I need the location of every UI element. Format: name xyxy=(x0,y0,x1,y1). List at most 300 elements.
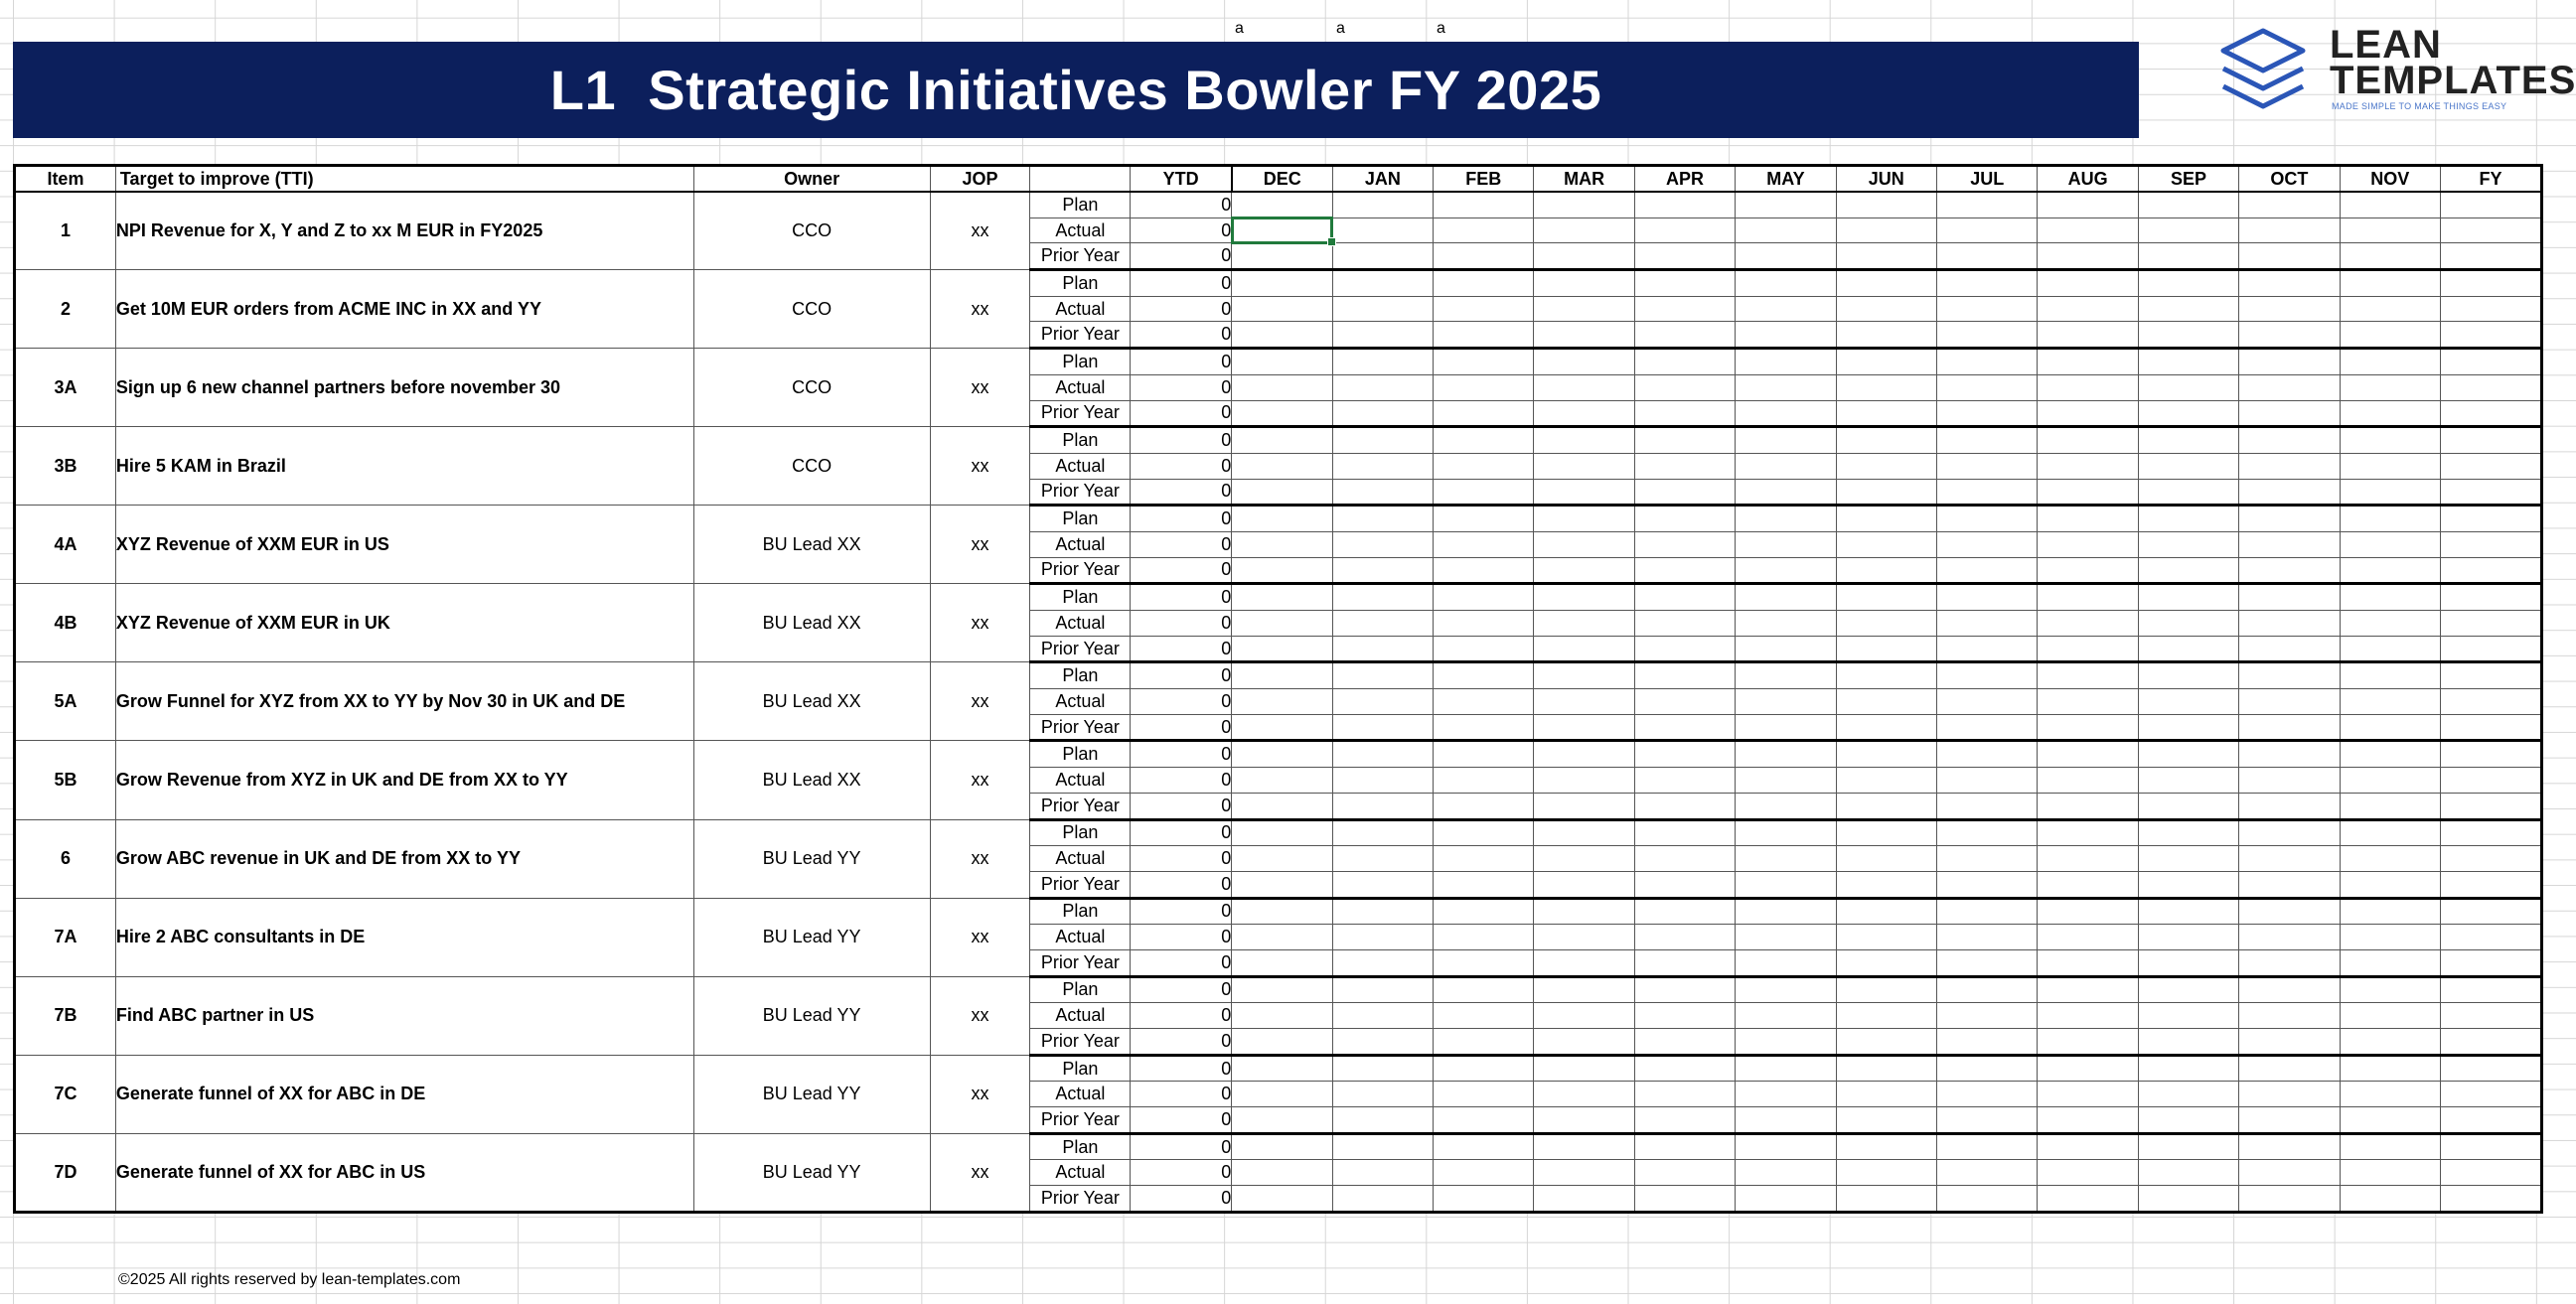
row-type-cell[interactable]: Prior Year xyxy=(1030,949,1131,976)
month-cell[interactable] xyxy=(2239,898,2340,925)
month-cell[interactable] xyxy=(1736,976,1836,1003)
fy-cell[interactable] xyxy=(2440,636,2541,662)
jop-cell[interactable]: xx xyxy=(930,192,1030,270)
month-cell[interactable] xyxy=(1534,662,1634,689)
month-cell[interactable] xyxy=(2340,662,2440,689)
month-cell[interactable] xyxy=(1232,1186,1332,1213)
ytd-cell[interactable]: 0 xyxy=(1131,453,1232,479)
month-cell[interactable] xyxy=(1434,453,1534,479)
month-cell[interactable] xyxy=(1937,531,2038,557)
month-cell[interactable] xyxy=(1232,689,1332,715)
selected-cell[interactable] xyxy=(1232,217,1332,243)
month-cell[interactable] xyxy=(1836,1186,1936,1213)
month-cell[interactable] xyxy=(2138,1160,2238,1186)
month-cell[interactable] xyxy=(1534,1186,1634,1213)
row-type-cell[interactable]: Prior Year xyxy=(1030,793,1131,819)
month-cell[interactable] xyxy=(1634,662,1735,689)
month-cell[interactable] xyxy=(2239,1029,2340,1056)
header-month[interactable]: APR xyxy=(1634,166,1735,193)
month-cell[interactable] xyxy=(1836,976,1936,1003)
fy-cell[interactable] xyxy=(2440,479,2541,506)
month-cell[interactable] xyxy=(1634,976,1735,1003)
tti-cell[interactable]: Grow Revenue from XYZ in UK and DE from XX to YY xyxy=(115,741,693,819)
month-cell[interactable] xyxy=(1836,584,1936,611)
month-cell[interactable] xyxy=(1534,427,1634,454)
fy-cell[interactable] xyxy=(2440,1160,2541,1186)
month-cell[interactable] xyxy=(1434,819,1534,846)
month-cell[interactable] xyxy=(2239,322,2340,349)
month-cell[interactable] xyxy=(1434,846,1534,872)
month-cell[interactable] xyxy=(1836,557,1936,584)
month-cell[interactable] xyxy=(2138,453,2238,479)
month-cell[interactable] xyxy=(1937,427,2038,454)
month-cell[interactable] xyxy=(1534,217,1634,243)
ytd-cell[interactable]: 0 xyxy=(1131,741,1232,768)
month-cell[interactable] xyxy=(2138,506,2238,532)
month-cell[interactable] xyxy=(2138,243,2238,270)
tti-cell[interactable]: Grow ABC revenue in UK and DE from XX to YY xyxy=(115,819,693,898)
month-cell[interactable] xyxy=(2340,949,2440,976)
month-cell[interactable] xyxy=(1836,217,1936,243)
month-cell[interactable] xyxy=(1736,1160,1836,1186)
month-cell[interactable] xyxy=(1937,400,2038,427)
row-type-cell[interactable]: Plan xyxy=(1030,976,1131,1003)
ytd-cell[interactable]: 0 xyxy=(1131,871,1232,898)
month-cell[interactable] xyxy=(1836,322,1936,349)
month-cell[interactable] xyxy=(1736,1029,1836,1056)
month-cell[interactable] xyxy=(1232,611,1332,637)
ytd-cell[interactable]: 0 xyxy=(1131,270,1232,297)
month-cell[interactable] xyxy=(2239,427,2340,454)
month-cell[interactable] xyxy=(1937,192,2038,217)
ytd-cell[interactable]: 0 xyxy=(1131,1160,1232,1186)
month-cell[interactable] xyxy=(1232,1107,1332,1134)
month-cell[interactable] xyxy=(2340,584,2440,611)
month-cell[interactable] xyxy=(2038,1055,2138,1082)
month-cell[interactable] xyxy=(1736,1055,1836,1082)
month-cell[interactable] xyxy=(1634,714,1735,741)
header-month[interactable]: SEP xyxy=(2138,166,2238,193)
month-cell[interactable] xyxy=(1232,898,1332,925)
month-cell[interactable] xyxy=(1634,1186,1735,1213)
month-cell[interactable] xyxy=(1434,270,1534,297)
row-type-cell[interactable]: Actual xyxy=(1030,453,1131,479)
month-cell[interactable] xyxy=(2239,296,2340,322)
item-cell[interactable]: 5B xyxy=(15,741,116,819)
month-cell[interactable] xyxy=(2138,741,2238,768)
month-cell[interactable] xyxy=(1937,949,2038,976)
ytd-cell[interactable]: 0 xyxy=(1131,1082,1232,1107)
month-cell[interactable] xyxy=(2340,611,2440,637)
fy-cell[interactable] xyxy=(2440,949,2541,976)
month-cell[interactable] xyxy=(1332,1029,1433,1056)
month-cell[interactable] xyxy=(2340,976,2440,1003)
month-cell[interactable] xyxy=(2239,1003,2340,1029)
month-cell[interactable] xyxy=(2138,1029,2238,1056)
item-cell[interactable]: 3B xyxy=(15,427,116,506)
month-cell[interactable] xyxy=(1634,898,1735,925)
month-cell[interactable] xyxy=(1434,898,1534,925)
jop-cell[interactable]: xx xyxy=(930,819,1030,898)
ytd-cell[interactable]: 0 xyxy=(1131,296,1232,322)
row-type-cell[interactable]: Prior Year xyxy=(1030,479,1131,506)
month-cell[interactable] xyxy=(1534,636,1634,662)
month-cell[interactable] xyxy=(2340,192,2440,217)
tti-cell[interactable]: Get 10M EUR orders from ACME INC in XX and YY xyxy=(115,270,693,349)
month-cell[interactable] xyxy=(2340,1055,2440,1082)
tti-cell[interactable]: XYZ Revenue of XXM EUR in US xyxy=(115,506,693,584)
month-cell[interactable] xyxy=(1937,1107,2038,1134)
month-cell[interactable] xyxy=(1232,453,1332,479)
month-cell[interactable] xyxy=(1937,270,2038,297)
header-type[interactable] xyxy=(1030,166,1131,193)
month-cell[interactable] xyxy=(1534,1160,1634,1186)
jop-cell[interactable]: xx xyxy=(930,741,1030,819)
month-cell[interactable] xyxy=(1836,1160,1936,1186)
month-cell[interactable] xyxy=(1836,1029,1936,1056)
month-cell[interactable] xyxy=(2239,374,2340,400)
month-cell[interactable] xyxy=(1434,976,1534,1003)
row-type-cell[interactable]: Prior Year xyxy=(1030,1186,1131,1213)
month-cell[interactable] xyxy=(1232,192,1332,217)
month-cell[interactable] xyxy=(1634,1160,1735,1186)
month-cell[interactable] xyxy=(1836,349,1936,375)
month-cell[interactable] xyxy=(1937,1160,2038,1186)
item-cell[interactable]: 7C xyxy=(15,1055,116,1133)
fy-cell[interactable] xyxy=(2440,1003,2541,1029)
month-cell[interactable] xyxy=(2038,1029,2138,1056)
month-cell[interactable] xyxy=(2038,714,2138,741)
owner-cell[interactable]: CCO xyxy=(693,192,930,270)
month-cell[interactable] xyxy=(1634,400,1735,427)
month-cell[interactable] xyxy=(1634,925,1735,950)
month-cell[interactable] xyxy=(1534,871,1634,898)
month-cell[interactable] xyxy=(1232,662,1332,689)
month-cell[interactable] xyxy=(2239,741,2340,768)
fy-cell[interactable] xyxy=(2440,611,2541,637)
ytd-cell[interactable]: 0 xyxy=(1131,636,1232,662)
month-cell[interactable] xyxy=(1836,793,1936,819)
fy-cell[interactable] xyxy=(2440,243,2541,270)
header-fy[interactable]: FY xyxy=(2440,166,2541,193)
month-cell[interactable] xyxy=(1332,557,1433,584)
month-cell[interactable] xyxy=(2038,374,2138,400)
month-cell[interactable] xyxy=(1332,192,1433,217)
ytd-cell[interactable]: 0 xyxy=(1131,1107,1232,1134)
month-cell[interactable] xyxy=(1634,243,1735,270)
month-cell[interactable] xyxy=(1937,479,2038,506)
month-cell[interactable] xyxy=(1937,557,2038,584)
month-cell[interactable] xyxy=(1736,217,1836,243)
month-cell[interactable] xyxy=(1634,584,1735,611)
month-cell[interactable] xyxy=(1634,768,1735,794)
month-cell[interactable] xyxy=(1736,531,1836,557)
ytd-cell[interactable]: 0 xyxy=(1131,949,1232,976)
row-type-cell[interactable]: Plan xyxy=(1030,662,1131,689)
month-cell[interactable] xyxy=(2340,506,2440,532)
month-cell[interactable] xyxy=(2038,322,2138,349)
month-cell[interactable] xyxy=(2340,400,2440,427)
month-cell[interactable] xyxy=(1534,1029,1634,1056)
row-type-cell[interactable]: Actual xyxy=(1030,768,1131,794)
month-cell[interactable] xyxy=(2239,557,2340,584)
month-cell[interactable] xyxy=(1836,689,1936,715)
month-cell[interactable] xyxy=(1332,374,1433,400)
ytd-cell[interactable]: 0 xyxy=(1131,819,1232,846)
row-type-cell[interactable]: Prior Year xyxy=(1030,557,1131,584)
month-cell[interactable] xyxy=(1434,243,1534,270)
month-cell[interactable] xyxy=(2038,531,2138,557)
month-cell[interactable] xyxy=(2239,1186,2340,1213)
month-cell[interactable] xyxy=(1836,427,1936,454)
month-cell[interactable] xyxy=(1937,453,2038,479)
fy-cell[interactable] xyxy=(2440,741,2541,768)
month-cell[interactable] xyxy=(1434,1003,1534,1029)
month-cell[interactable] xyxy=(1634,531,1735,557)
fy-cell[interactable] xyxy=(2440,584,2541,611)
ytd-cell[interactable]: 0 xyxy=(1131,846,1232,872)
month-cell[interactable] xyxy=(1634,453,1735,479)
month-cell[interactable] xyxy=(2038,1082,2138,1107)
month-cell[interactable] xyxy=(2038,793,2138,819)
header-jop[interactable]: JOP xyxy=(930,166,1030,193)
month-cell[interactable] xyxy=(2239,819,2340,846)
month-cell[interactable] xyxy=(2340,636,2440,662)
fy-cell[interactable] xyxy=(2440,322,2541,349)
month-cell[interactable] xyxy=(1937,1003,2038,1029)
month-cell[interactable] xyxy=(1332,611,1433,637)
month-cell[interactable] xyxy=(1736,557,1836,584)
fy-cell[interactable] xyxy=(2440,819,2541,846)
month-cell[interactable] xyxy=(2038,243,2138,270)
row-type-cell[interactable]: Plan xyxy=(1030,192,1131,217)
month-cell[interactable] xyxy=(1434,689,1534,715)
month-cell[interactable] xyxy=(2038,636,2138,662)
month-cell[interactable] xyxy=(1332,506,1433,532)
month-cell[interactable] xyxy=(1736,871,1836,898)
month-cell[interactable] xyxy=(1634,1133,1735,1160)
month-cell[interactable] xyxy=(1534,768,1634,794)
month-cell[interactable] xyxy=(1634,949,1735,976)
month-cell[interactable] xyxy=(2038,768,2138,794)
jop-cell[interactable]: xx xyxy=(930,270,1030,349)
fy-cell[interactable] xyxy=(2440,662,2541,689)
month-cell[interactable] xyxy=(1836,611,1936,637)
month-cell[interactable] xyxy=(2239,1055,2340,1082)
month-cell[interactable] xyxy=(1736,243,1836,270)
month-cell[interactable] xyxy=(2138,898,2238,925)
month-cell[interactable] xyxy=(1836,1055,1936,1082)
month-cell[interactable] xyxy=(1434,925,1534,950)
row-type-cell[interactable]: Plan xyxy=(1030,506,1131,532)
fy-cell[interactable] xyxy=(2440,192,2541,217)
month-cell[interactable] xyxy=(1434,374,1534,400)
fy-cell[interactable] xyxy=(2440,768,2541,794)
owner-cell[interactable]: BU Lead XX xyxy=(693,662,930,741)
month-cell[interactable] xyxy=(1434,296,1534,322)
row-type-cell[interactable]: Actual xyxy=(1030,1160,1131,1186)
month-cell[interactable] xyxy=(1736,296,1836,322)
month-cell[interactable] xyxy=(1634,1082,1735,1107)
month-cell[interactable] xyxy=(2340,1133,2440,1160)
month-cell[interactable] xyxy=(1634,1003,1735,1029)
ytd-cell[interactable]: 0 xyxy=(1131,427,1232,454)
owner-cell[interactable]: CCO xyxy=(693,427,930,506)
month-cell[interactable] xyxy=(1434,793,1534,819)
month-cell[interactable] xyxy=(1534,925,1634,950)
month-cell[interactable] xyxy=(2239,243,2340,270)
month-cell[interactable] xyxy=(2340,427,2440,454)
fy-cell[interactable] xyxy=(2440,1029,2541,1056)
month-cell[interactable] xyxy=(1634,1107,1735,1134)
month-cell[interactable] xyxy=(2138,349,2238,375)
month-cell[interactable] xyxy=(2038,898,2138,925)
month-cell[interactable] xyxy=(1232,349,1332,375)
month-cell[interactable] xyxy=(1232,270,1332,297)
ytd-cell[interactable]: 0 xyxy=(1131,1055,1232,1082)
month-cell[interactable] xyxy=(2038,400,2138,427)
month-cell[interactable] xyxy=(2038,217,2138,243)
month-cell[interactable] xyxy=(1736,949,1836,976)
month-cell[interactable] xyxy=(1434,506,1534,532)
ytd-cell[interactable]: 0 xyxy=(1131,349,1232,375)
month-cell[interactable] xyxy=(1434,584,1534,611)
header-month[interactable]: DEC xyxy=(1232,166,1332,193)
month-cell[interactable] xyxy=(1534,296,1634,322)
month-cell[interactable] xyxy=(1937,741,2038,768)
month-cell[interactable] xyxy=(1534,243,1634,270)
header-item[interactable]: Item xyxy=(15,166,116,193)
fy-cell[interactable] xyxy=(2440,296,2541,322)
month-cell[interactable] xyxy=(2340,1107,2440,1134)
row-type-cell[interactable]: Actual xyxy=(1030,846,1131,872)
month-cell[interactable] xyxy=(2239,689,2340,715)
row-type-cell[interactable]: Actual xyxy=(1030,374,1131,400)
month-cell[interactable] xyxy=(1836,1003,1936,1029)
month-cell[interactable] xyxy=(1634,793,1735,819)
ytd-cell[interactable]: 0 xyxy=(1131,400,1232,427)
month-cell[interactable] xyxy=(1736,1082,1836,1107)
month-cell[interactable] xyxy=(1434,714,1534,741)
month-cell[interactable] xyxy=(1836,243,1936,270)
month-cell[interactable] xyxy=(1736,192,1836,217)
month-cell[interactable] xyxy=(2038,270,2138,297)
item-cell[interactable]: 1 xyxy=(15,192,116,270)
tti-cell[interactable]: Generate funnel of XX for ABC in US xyxy=(115,1133,693,1212)
month-cell[interactable] xyxy=(2038,871,2138,898)
row-type-cell[interactable]: Actual xyxy=(1030,1082,1131,1107)
month-cell[interactable] xyxy=(2138,871,2238,898)
month-cell[interactable] xyxy=(1937,819,2038,846)
month-cell[interactable] xyxy=(2138,400,2238,427)
month-cell[interactable] xyxy=(1332,689,1433,715)
month-cell[interactable] xyxy=(1836,374,1936,400)
jop-cell[interactable]: xx xyxy=(930,976,1030,1055)
month-cell[interactable] xyxy=(1332,584,1433,611)
month-cell[interactable] xyxy=(1736,506,1836,532)
month-cell[interactable] xyxy=(1634,611,1735,637)
jop-cell[interactable]: xx xyxy=(930,1055,1030,1133)
month-cell[interactable] xyxy=(2138,584,2238,611)
jop-cell[interactable]: xx xyxy=(930,584,1030,662)
month-cell[interactable] xyxy=(2340,1186,2440,1213)
owner-cell[interactable]: CCO xyxy=(693,270,930,349)
month-cell[interactable] xyxy=(1232,400,1332,427)
month-cell[interactable] xyxy=(1836,768,1936,794)
owner-cell[interactable]: BU Lead YY xyxy=(693,819,930,898)
month-cell[interactable] xyxy=(1434,949,1534,976)
month-cell[interactable] xyxy=(2340,531,2440,557)
month-cell[interactable] xyxy=(1736,768,1836,794)
month-cell[interactable] xyxy=(2038,479,2138,506)
month-cell[interactable] xyxy=(1232,322,1332,349)
month-cell[interactable] xyxy=(2239,976,2340,1003)
month-cell[interactable] xyxy=(1232,1133,1332,1160)
row-type-cell[interactable]: Actual xyxy=(1030,296,1131,322)
ytd-cell[interactable]: 0 xyxy=(1131,584,1232,611)
month-cell[interactable] xyxy=(1836,192,1936,217)
ytd-cell[interactable]: 0 xyxy=(1131,374,1232,400)
month-cell[interactable] xyxy=(1937,374,2038,400)
ytd-cell[interactable]: 0 xyxy=(1131,557,1232,584)
ytd-cell[interactable]: 0 xyxy=(1131,243,1232,270)
month-cell[interactable] xyxy=(2239,453,2340,479)
jop-cell[interactable]: xx xyxy=(930,427,1030,506)
month-cell[interactable] xyxy=(1434,1055,1534,1082)
month-cell[interactable] xyxy=(1937,1082,2038,1107)
month-cell[interactable] xyxy=(1434,400,1534,427)
fy-cell[interactable] xyxy=(2440,689,2541,715)
month-cell[interactable] xyxy=(1634,636,1735,662)
owner-cell[interactable]: BU Lead XX xyxy=(693,584,930,662)
month-cell[interactable] xyxy=(2038,689,2138,715)
tti-cell[interactable]: XYZ Revenue of XXM EUR in UK xyxy=(115,584,693,662)
month-cell[interactable] xyxy=(1232,819,1332,846)
header-ytd[interactable]: YTD xyxy=(1131,166,1232,193)
month-cell[interactable] xyxy=(1836,871,1936,898)
month-cell[interactable] xyxy=(1736,322,1836,349)
fy-cell[interactable] xyxy=(2440,1082,2541,1107)
month-cell[interactable] xyxy=(1736,374,1836,400)
month-cell[interactable] xyxy=(1332,636,1433,662)
month-cell[interactable] xyxy=(1232,374,1332,400)
month-cell[interactable] xyxy=(2239,636,2340,662)
month-cell[interactable] xyxy=(1534,1055,1634,1082)
fy-cell[interactable] xyxy=(2440,506,2541,532)
month-cell[interactable] xyxy=(2038,349,2138,375)
month-cell[interactable] xyxy=(2038,453,2138,479)
header-month[interactable]: NOV xyxy=(2340,166,2440,193)
month-cell[interactable] xyxy=(2038,976,2138,1003)
month-cell[interactable] xyxy=(2340,479,2440,506)
row-type-cell[interactable]: Plan xyxy=(1030,1133,1131,1160)
month-cell[interactable] xyxy=(1736,925,1836,950)
month-cell[interactable] xyxy=(2038,1186,2138,1213)
header-month[interactable]: AUG xyxy=(2038,166,2138,193)
row-type-cell[interactable]: Prior Year xyxy=(1030,243,1131,270)
row-type-cell[interactable]: Prior Year xyxy=(1030,400,1131,427)
month-cell[interactable] xyxy=(1634,871,1735,898)
month-cell[interactable] xyxy=(1534,611,1634,637)
month-cell[interactable] xyxy=(2340,898,2440,925)
header-month[interactable]: OCT xyxy=(2239,166,2340,193)
month-cell[interactable] xyxy=(1232,1160,1332,1186)
fy-cell[interactable] xyxy=(2440,270,2541,297)
month-cell[interactable] xyxy=(2138,557,2238,584)
month-cell[interactable] xyxy=(1634,192,1735,217)
month-cell[interactable] xyxy=(1836,296,1936,322)
month-cell[interactable] xyxy=(1634,296,1735,322)
